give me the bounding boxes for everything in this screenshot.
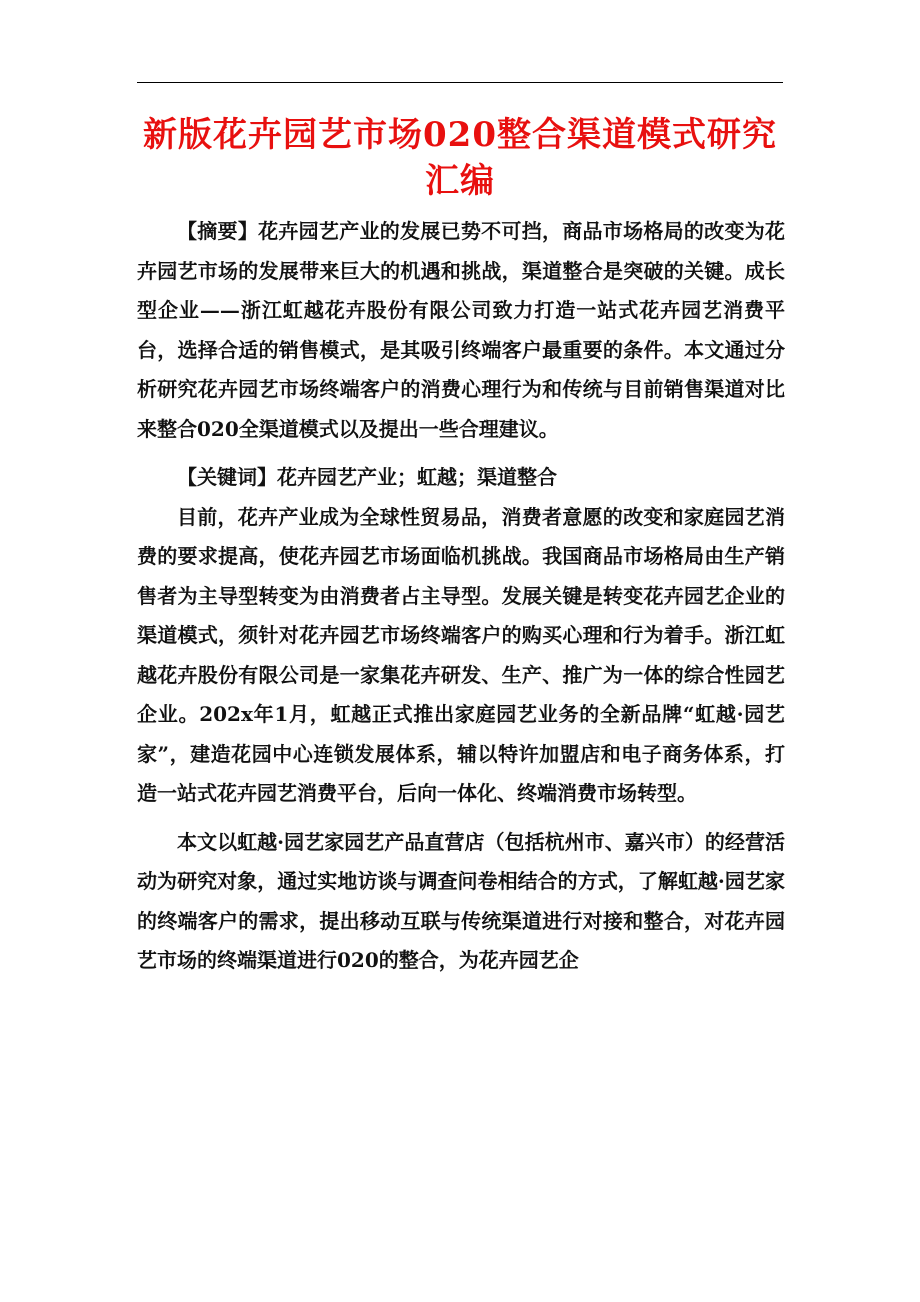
abstract-paragraph: 【摘要】花卉园艺产业的发展已势不可挡，商品市场格局的改变为花卉园艺市场的发展带来巨大的机遇和挑战，渠道整合是突破的关键。成长型企业——浙江虹越花卉股份有限公司致力打造一站式花卉园艺消费平台，选择合适的销售模式，是其吸引终端客户最重要的条件。本文通过分析研究花卉园艺市场终端客户的消费心理行为和传统与目前销售渠道对比来整合020全渠道模式以及提出一些合理建议。 bbox=[137, 219, 785, 441]
body-paragraph: 本文以虹越·园艺家园艺产品直营店（包括杭州市、嘉兴市）的经营活动为研究对象，通过实地访谈与调查问卷相结合的方式，了解虹越·园艺家的终端客户的需求，提出移动互联与传统渠道进行对接和整合，对花卉园艺市场的终端渠道进行020的整合，为花卉园艺企 bbox=[137, 829, 785, 972]
title-line-2: 汇编 bbox=[425, 161, 495, 201]
document-body bbox=[137, 212, 785, 981]
title-line-1: 新版花卉园艺市场020整合渠道模式研究 bbox=[143, 115, 777, 155]
document-title bbox=[120, 112, 800, 204]
body-paragraph: 目前，花卉产业成为全球性贸易品，消费者意愿的改变和家庭园艺消费的要求提高，使花卉园艺市场面临机挑战。我国商品市场格局由生产销售者为主导型转变为由消费者占主导型。发展关键是转变花卉园艺企业的渠道模式，须针对花卉园艺市场终端客户的购买心理和行为着手。浙江虹越花卉股份有限公司是一家集花卉研发、生产、推广为一体的综合性园艺企业。202x年1月，虹越正式推出家庭园艺业务的全新品牌“虹越·园艺家”，建造花园中心连锁发展体系，辅以特许加盟店和电子商务体系，打造一站式花卉园艺消费平台，后向一体化、终端消费市场转型。 bbox=[137, 504, 785, 805]
keywords-paragraph: 【关键词】花卉园艺产业；虹越；渠道整合 bbox=[177, 465, 557, 489]
header-rule bbox=[137, 82, 783, 83]
